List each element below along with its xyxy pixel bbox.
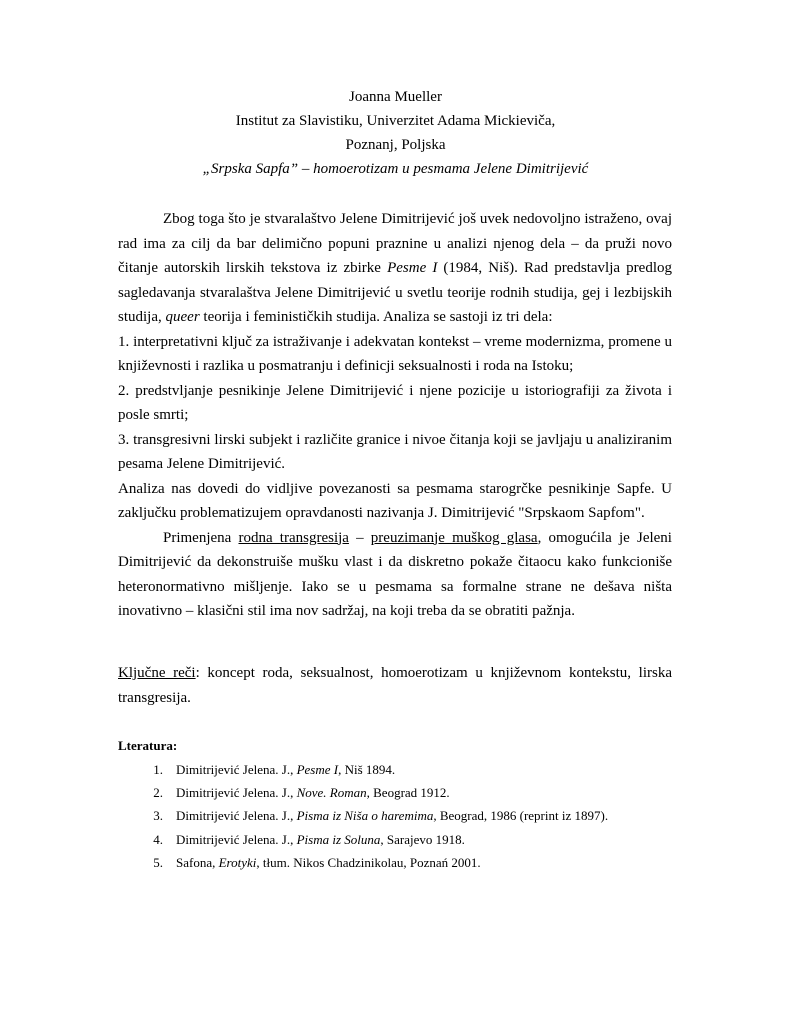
literature-entry	[118, 758, 608, 781]
institute-line: Institut za Slavistiku, Univerzitet Adama Mickieviča,	[235, 113, 556, 129]
paragraph1-text-b: (1984, Niš). Rad predstavlja predlog sagledavanja stvaralaštva Jelene Dimitrijević u svetlu teorije rodnih studija, gej i lezbijskih studija,	[118, 260, 672, 325]
entry-details: , Beograd, 1986 (reprint iz 1897).	[433, 808, 609, 824]
entry-work: Pesme I	[296, 762, 339, 777]
entry-number: 5.	[153, 854, 163, 870]
literature-heading: Lteratura:	[118, 738, 178, 753]
author-name: Joanna Mueller	[349, 89, 442, 105]
list-item-1: 1. interpretativni ključ za istraživanje i adekvatan kontekst – vreme modernizma, promene u književnosti i razlika u posmatranju i definicji seksualnosti i roda na Istoku;	[118, 333, 672, 374]
literature-entry	[118, 804, 608, 827]
paper-title: „Srpska Sapfa” – homoerotizam u pesmama Jelene Dimitrijević	[202, 161, 589, 177]
entry-work: Erotyki	[218, 854, 257, 870]
paragraph2-dash: –	[348, 529, 371, 546]
entry-work: Pisma iz Soluna	[296, 831, 381, 847]
abstract-body	[118, 207, 672, 624]
entry-number: 1.	[153, 762, 163, 777]
entry-author: Dimitrijević Jelena. J.,	[176, 808, 297, 824]
entry-details: Beograd 1912.	[369, 785, 450, 801]
paragraph1-text-c: teorija i feminističkih studija. Analiza se sastoji iz tri dela:	[199, 309, 553, 325]
city-line: Poznanj, Poljska	[345, 137, 446, 153]
collection-title: Pesme I	[387, 260, 438, 276]
entry-details: , tłum. Nikos Chadzinikolau, Poznań 2001.	[256, 854, 481, 870]
literature-list	[118, 758, 608, 874]
keywords-text: koncept roda, seksualnost, homoerotizam u književnom kontekstu, lirska transgresija.	[118, 665, 672, 706]
paragraph2-rest: , omogućila je Jeleni Dimitrijević da dekonstruiše mušku vlast i da diskretno pokaže čitaocu kako funkcioniše heteronormativno mišljenje. Iako se u pesmama sa formalne strane ne dešava ništa inovativno – klasični stil ima nov sadržaj, na koji treba da se obratiti pažnja.	[118, 529, 672, 619]
paragraph1-text-a: Zbog toga što je stvaralaštvo Jelene Dimitrijević još uvek nedovoljno istraženo, ovaj rad ima za cilj da bar delimično popuni praznine u analizi njenog dela – da pruži novo čitanje autorskih lirskih tekstova iz zbirke	[118, 211, 672, 276]
keywords-label: Ključne reči	[118, 665, 196, 681]
entry-number: 3.	[153, 808, 163, 824]
entry-author: Dimitrijević Jelena. J.,	[176, 762, 297, 777]
queer-term: queer	[165, 309, 200, 325]
keywords-colon: :	[195, 665, 200, 681]
entry-number: 4.	[153, 831, 163, 847]
underlined-phrase-1: rodna transgresija	[238, 529, 349, 546]
keywords-paragraph	[118, 661, 672, 710]
abstract-paragraph-1	[118, 207, 672, 330]
entry-author: Dimitrijević Jelena. J.,	[176, 831, 297, 847]
list-item-3: 3. transgresivni lirski subjekt i različite granice i nivoe čitanja koji se javljaju u analiziranim pesama Jelene Dimitrijević.	[118, 431, 672, 472]
entry-work: Pisma iz Niša o haremima	[296, 808, 434, 824]
list-item-2: 2. predstvljanje pesnikinje Jelene Dimitrijević i njene pozicije u istoriografiji za života i posle smrti;	[118, 382, 672, 423]
entry-work: Nove. Roman,	[296, 785, 370, 801]
literature-entry	[118, 781, 608, 804]
underlined-phrase-2: preuzimanje muškog glasa	[370, 529, 538, 546]
literature-entry	[118, 851, 608, 874]
entry-details: , Sarajevo 1918.	[380, 831, 465, 847]
literature-entry	[118, 828, 608, 851]
abstract-paragraph-2	[118, 526, 672, 624]
entry-author: Dimitrijević Jelena. J.,	[176, 785, 297, 801]
analysis-paragraph: Analiza nas dovedi do vidljive povezanosti sa pesmama starogrčke pesnikinje Sapfe. U zaključku problematizujem opravdanosti nazivanja J. Dimitrijević "Srpskaom Sapfom".	[118, 480, 672, 521]
paragraph2-lead: Primenjena	[163, 529, 239, 546]
entry-author: Safona,	[176, 854, 219, 870]
entry-number: 2.	[153, 785, 163, 801]
entry-details: , Niš 1894.	[338, 762, 396, 777]
document-header	[0, 85, 791, 181]
